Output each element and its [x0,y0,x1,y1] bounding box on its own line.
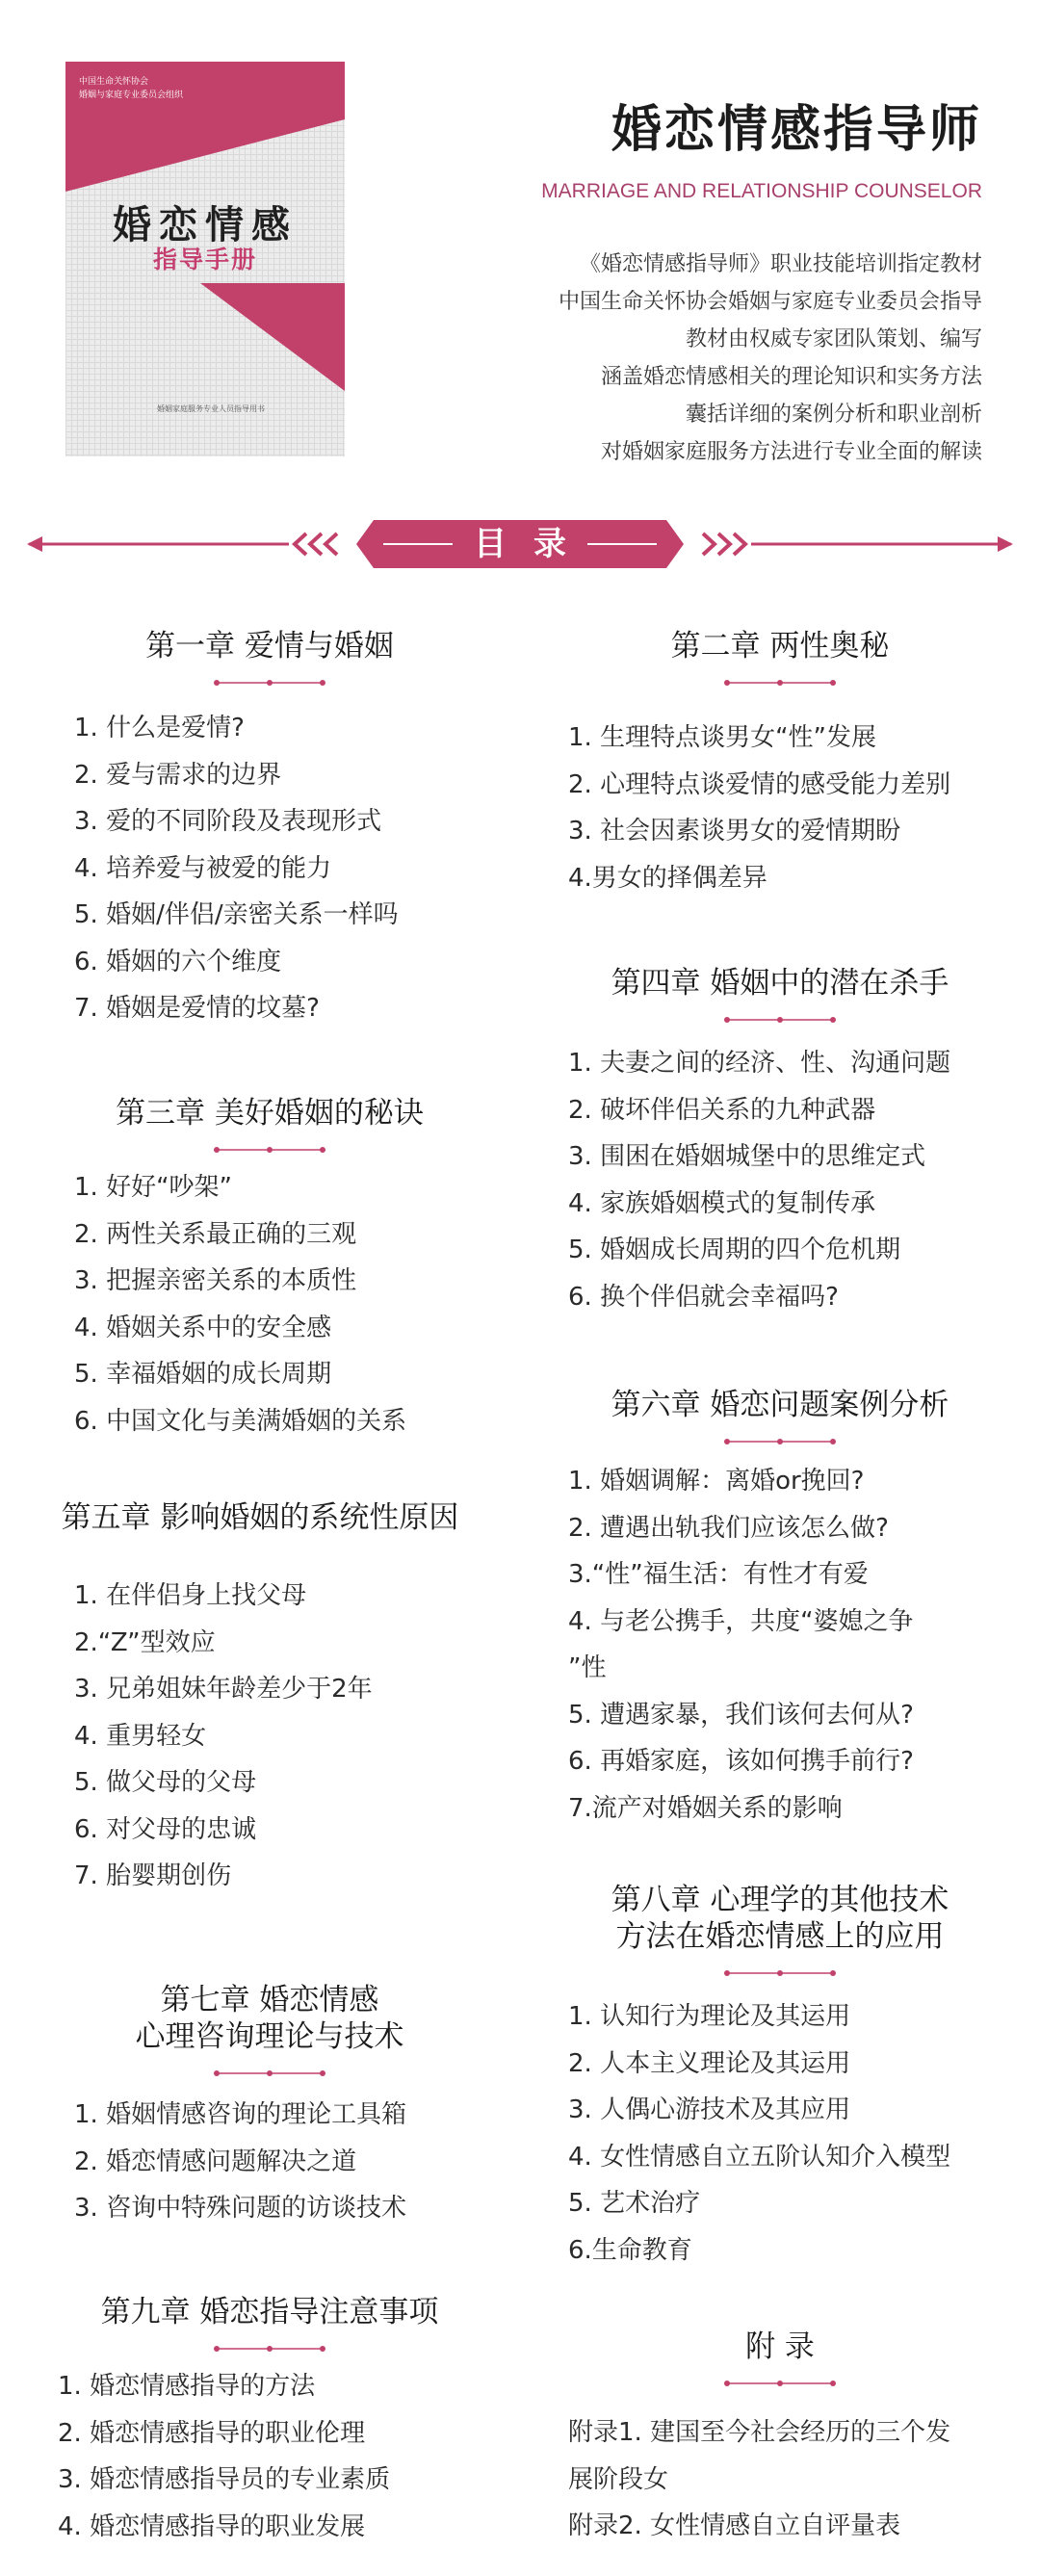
page-title: 婚恋情感指导师 [611,100,982,159]
toc-item: 2. 破坏伴侣关系的九种武器 [568,1095,876,1125]
chapter-title [559,1882,1001,1955]
chapter-items [39,1573,481,1900]
toc-item: 4. 婚姻关系中的安全感 [74,1313,332,1342]
cover-publisher-line: 婚姻与家庭专业委员会组织 [79,91,184,100]
toc-item: 3. 围困在婚姻城堡中的思维定式 [568,1142,926,1171]
toc-item: 5. 遭遇家暴，我们该何去何从? [568,1700,914,1730]
cover-title: 婚恋情感 [113,202,298,247]
toc-item: 3. 爱的不同阶段及表现形式 [74,807,382,836]
toc-item: 4. 重男轻女 [74,1721,207,1751]
chapter-divider [723,1437,837,1446]
toc-item: 1. 在伴侣身上找父母 [74,1581,307,1610]
chapter-title-line: 第二章 两性奥秘 [670,629,890,664]
cover-publisher [79,75,183,102]
chapter-title-line: 第三章 美好婚姻的秘诀 [116,1096,424,1131]
description-line: 中国生命关怀协会婚姻与家庭专业委员会指导 [558,290,982,314]
toc-item: 5. 婚姻成长周期的四个危机期 [568,1236,901,1264]
chapter-items [559,1993,1001,2274]
toc-item: 3. 婚恋情感指导员的专业素质 [58,2465,391,2494]
toc-item: 2. 遭遇出轨我们应该怎么做? [568,1513,889,1543]
chapter-title-line: 附 录 [745,2329,815,2364]
toc-item: 3. 兄弟姐妹年龄差少于2年 [74,1675,373,1704]
toc-item: 1. 婚姻调解：离婚or挽回? [568,1467,865,1496]
toc-item: 1. 婚恋情感指导的方法 [58,2372,316,2401]
chapter-title [58,1095,481,1132]
toc-item: 4. 女性情感自立五阶认知介入模型 [568,2142,951,2172]
chapter-title-line: 第九章 婚恋指导注意事项 [100,2295,439,2329]
toc-item: 1. 夫妻之间的经济、性、沟通问题 [568,1049,951,1078]
toc-item: ”性 [568,1653,607,1682]
chapter-items [58,1164,501,1444]
toc-item: 5. 婚姻/伴侣/亲密关系一样吗 [74,900,399,929]
toc-item: 1. 什么是爱情? [74,714,245,742]
cover-subtitle: 指导手册 [152,246,257,273]
toc-item: 附录1. 建国至今社会经历的三个发 [568,2418,951,2447]
chapter-title-line: 第五章 影响婚姻的系统性原因 [61,1500,459,1535]
chapter-items [559,1458,1001,1832]
toc-item: 6. 中国文化与美满婚姻的关系 [74,1406,407,1436]
toc-item: 3. 人偶心游技术及其应用 [568,2095,851,2124]
chapter-6 [559,1387,1001,1832]
chapter-8 [559,1882,1001,2274]
toc-item: 7. 胎婴期创伤 [74,1861,232,1890]
chapter-title [559,965,1001,1002]
toc-item: 6.生命教育 [568,2235,692,2265]
chapter-7 [58,1982,501,2232]
toc-banner-label: 目录 [474,525,593,563]
chapter-title [58,628,481,664]
book-cover-image [65,62,345,456]
chapter-title [559,2329,1001,2365]
toc-item: 6. 换个伴侣就会幸福吗? [568,1282,839,1312]
toc-item: 5. 幸福婚姻的成长周期 [74,1360,332,1389]
chapter-title-line: 心理咨询理论与技术 [135,2019,404,2054]
toc-item: 3.“性”福生活：有性才有爱 [568,1560,869,1589]
chapter-title [58,2294,481,2330]
toc-item: 1. 生理特点谈男女“性”发展 [568,723,877,752]
toc-item: 6. 对父母的忠诚 [74,1814,257,1844]
chapter-title-line: 第一章 爱情与婚姻 [145,629,394,664]
chapter-title-line: 第六章 婚恋问题案例分析 [611,1388,949,1422]
toc-item: 1. 认知行为理论及其运用 [568,2002,851,2031]
chapter-items [559,715,1001,901]
description-line: 教材由权威专家团队策划、编写 [685,327,982,351]
chapter-title-line: 第四章 婚姻中的潜在杀手 [611,966,949,1001]
toc-item: 7. 婚姻是爱情的坟墓? [74,994,320,1023]
toc-item: 1. 好好“吵架” [74,1173,233,1202]
chapter-9 [58,2294,501,2550]
description-line: 囊括详细的案例分析和职业剖析 [685,403,982,427]
chapter-title-line: 方法在婚恋情感上的应用 [615,1919,945,1954]
toc-item: 3. 社会因素谈男女的爱情期盼 [568,817,901,846]
toc-item: 2. 两性关系最正确的三观 [74,1219,357,1249]
chapter-divider [213,2344,326,2354]
chapter-items [58,2363,501,2550]
toc-item: 6. 婚姻的六个维度 [74,947,282,976]
toc-item: 5. 艺术治疗 [568,2189,701,2218]
chapter-2 [559,628,1001,901]
toc-item: 7.流产对婚姻关系的影响 [568,1793,843,1823]
chapter-divider [723,1015,837,1025]
chapter-title-line: 第七章 婚恋情感 [160,1983,379,2017]
cover-publisher-line: 中国生命关怀协会 [79,77,149,87]
toc-item: 3. 咨询中特殊问题的访谈技术 [74,2194,407,2223]
chapter-divider [723,678,837,688]
toc-item: 2.“Z”型效应 [74,1627,216,1657]
toc-item: 6. 再婚家庭，该如何携手前行? [568,1747,914,1776]
chapter-divider [213,678,326,688]
toc-item: 4. 家族婚姻模式的复制传承 [568,1188,876,1218]
chapter-title [39,1499,481,1536]
chapter-1 [58,628,501,1032]
chapter-items [559,2409,1001,2550]
description-line: 《婚恋情感指导师》职业技能培训指定教材 [579,252,982,276]
chapter-divider [723,1968,837,1978]
toc-item: 5. 做父母的父母 [74,1768,257,1797]
toc-item: 3. 把握亲密关系的本质性 [74,1266,357,1295]
description-line: 对婚姻家庭服务方法进行专业全面的解读 [600,440,982,464]
chapter-items [559,1040,1001,1320]
chapter-divider [723,2379,837,2388]
toc-item: 2. 婚恋情感问题解决之道 [74,2147,357,2176]
description-block [559,246,982,471]
cover-bottom-text: 婚姻家庭服务专业人员指导用书 [157,404,265,413]
chapter-divider [213,2069,326,2078]
toc-item: 4. 婚恋情感指导的职业发展 [58,2511,366,2541]
toc-item: 2. 爱与需求的边界 [74,760,282,790]
toc-item: 4. 与老公携手，共度“婆媳之争 [568,1606,914,1636]
page-subtitle: MARRIAGE AND RELATIONSHIP COUNSELOR [541,180,982,202]
toc-item: 1. 婚姻情感咨询的理论工具箱 [74,2100,407,2129]
chapter-4 [559,965,1001,1320]
toc-item: 附录2. 女性情感自立自评量表 [568,2511,901,2540]
chapter-title [559,1387,1001,1423]
chapter-3 [58,1095,501,1444]
toc-item: 2. 婚恋情感指导的职业伦理 [58,2418,366,2448]
chapter-title [58,1982,481,2055]
toc-item: 展阶段女 [568,2464,669,2494]
toc-item: 2. 人本主义理论及其运用 [568,2048,851,2078]
toc-item: 4.男女的择偶差异 [568,863,767,893]
appendix [559,2329,1001,2550]
chapter-items [58,705,501,1032]
chapter-divider [213,1145,326,1155]
toc-item: 4. 培养爱与被爱的能力 [74,853,332,883]
description-line: 涵盖婚恋情感相关的理论知识和实务方法 [600,365,982,389]
chapter-items [58,2092,501,2232]
chapter-5 [39,1499,481,1900]
chapter-title-line: 第八章 心理学的其他技术 [611,1883,949,1917]
chapter-title [559,628,1001,664]
toc-item: 2. 心理特点谈爱情的感受能力差别 [568,769,951,799]
